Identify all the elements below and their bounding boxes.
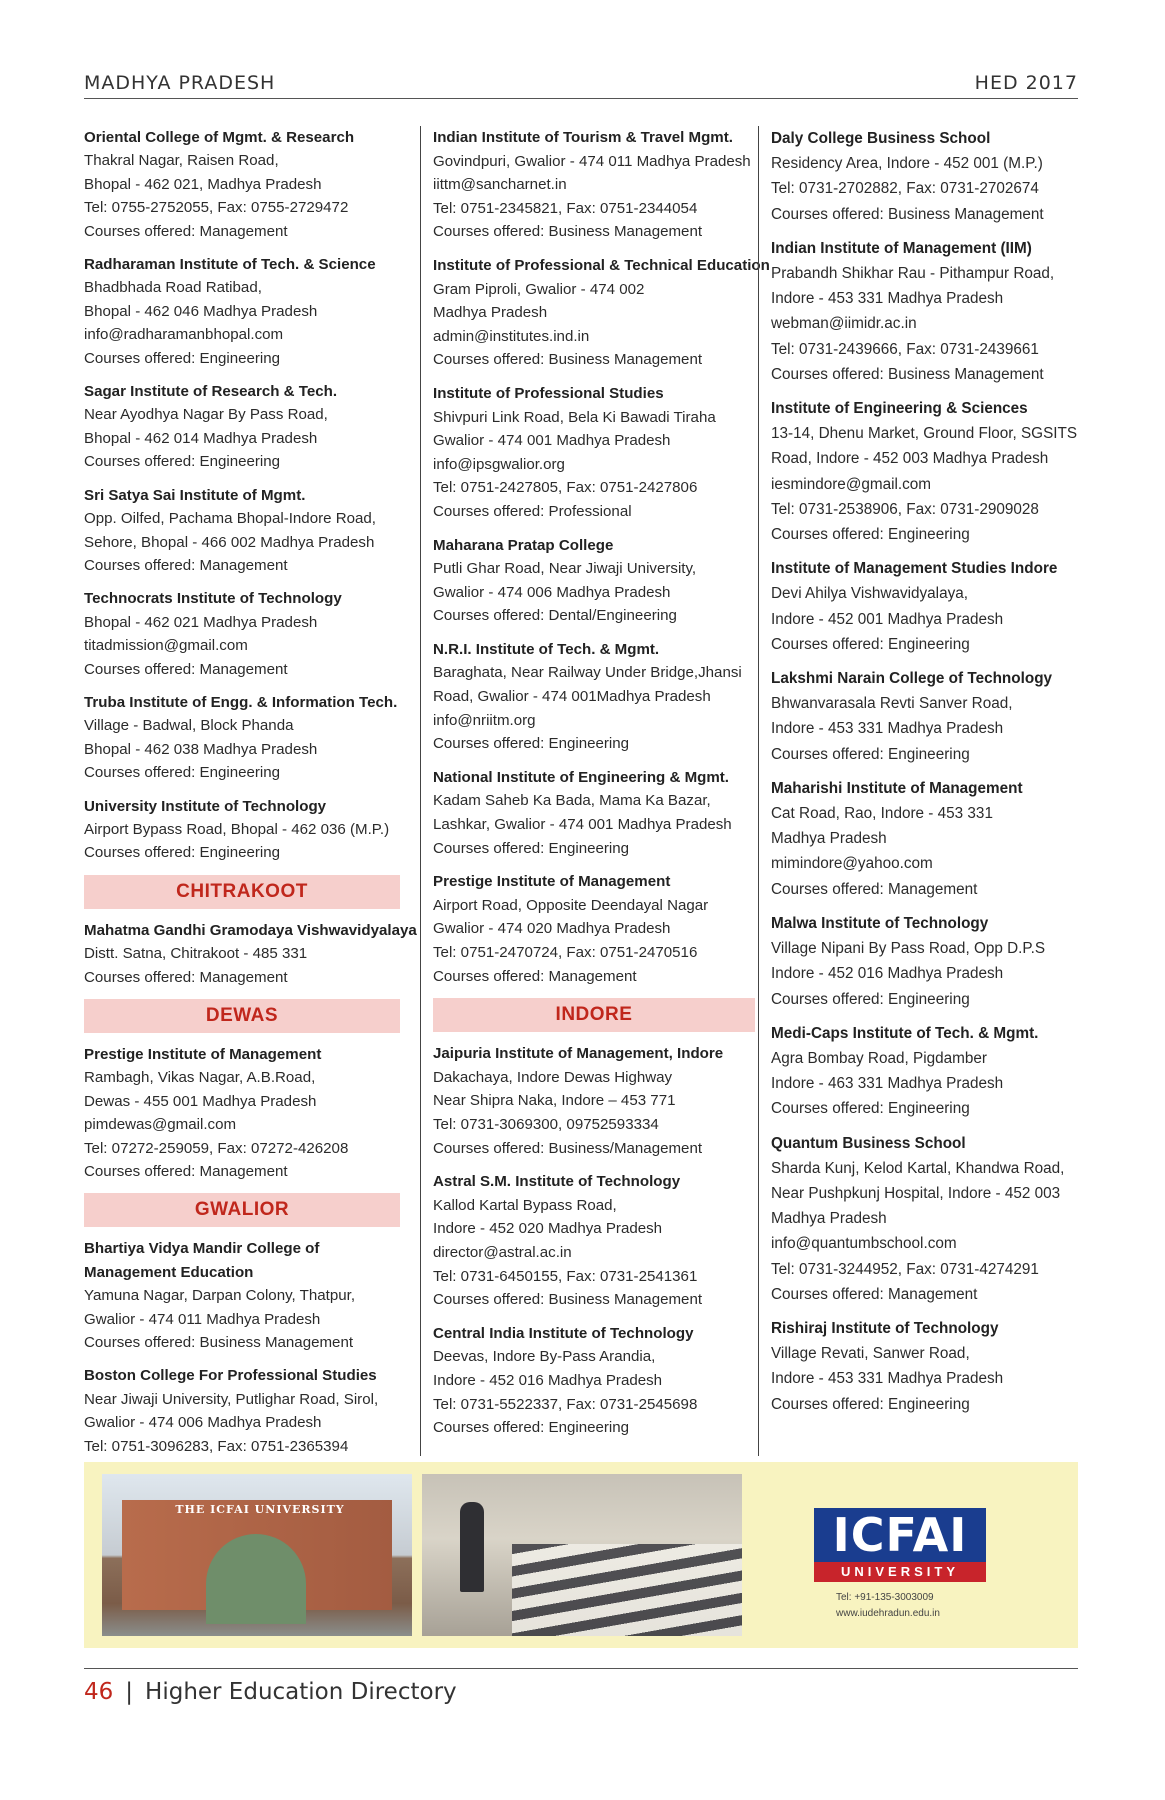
region-heading-indore: INDORE bbox=[433, 998, 755, 1032]
institution-entry bbox=[84, 919, 417, 989]
page-header bbox=[84, 72, 1078, 99]
institution-detail-line: Courses offered: Business/Management bbox=[433, 1139, 703, 1157]
ad-website: www.iudehradun.edu.in bbox=[836, 1608, 940, 1619]
institution-detail-line: webman@iimidr.ac.in bbox=[771, 315, 917, 333]
institution-name: National Institute of Engineering & Mgmt. bbox=[433, 768, 730, 786]
institution-detail-line: Agra Bombay Road, Pigdamber bbox=[771, 1049, 987, 1067]
bhopal-list bbox=[84, 126, 400, 865]
institution-detail-line: Courses offered: Engineering bbox=[433, 1419, 630, 1437]
institution-name: Daly College Business School bbox=[771, 130, 991, 147]
institution-detail-line: Courses offered: Business Management bbox=[771, 365, 1044, 383]
institution-entry bbox=[84, 126, 400, 243]
institution-detail-line: Near Ayodhya Nagar By Pass Road, bbox=[84, 406, 328, 424]
institution-detail-line: Courses offered: Engineering bbox=[84, 453, 281, 471]
institution-detail-line: Madhya Pradesh bbox=[433, 304, 548, 322]
institution-detail-line: Courses offered: Management bbox=[84, 660, 288, 678]
institution-detail-line: Tel: 07272-259059, Fax: 07272-426208 bbox=[84, 1139, 349, 1157]
institution-detail-line: Near Jiwaji University, Putlighar Road, Sirol, bbox=[84, 1390, 379, 1408]
institution-entry bbox=[771, 1316, 1091, 1417]
institution-entry bbox=[771, 1131, 1091, 1307]
institution-detail-line: Gwalior - 474 011 Madhya Pradesh bbox=[84, 1310, 321, 1328]
footer-line bbox=[84, 1679, 457, 1705]
institution-detail-line: Courses offered: Engineering bbox=[84, 764, 281, 782]
institution-detail-line: Tel: 0751-3096283, Fax: 0751-2365394 bbox=[84, 1437, 349, 1455]
institution-detail-line: pimdewas@gmail.com bbox=[84, 1116, 237, 1134]
institution-detail-line: Courses offered: Engineering bbox=[771, 745, 970, 763]
classroom-photo bbox=[422, 1474, 742, 1636]
institution-detail-line: Shivpuri Link Road, Bela Ki Bawadi Tiraha bbox=[433, 408, 716, 426]
institution-name: Malwa Institute of Technology bbox=[771, 914, 989, 932]
institution-detail-line: Sharda Kunj, Kelod Kartal, Khandwa Road, bbox=[771, 1159, 1065, 1177]
institution-detail-line: Dakachaya, Indore Dewas Highway bbox=[433, 1068, 673, 1086]
institution-name: Rishiraj Institute of Technology bbox=[771, 1319, 999, 1337]
institution-entry bbox=[433, 1042, 755, 1160]
institution-name: University Institute of Technology bbox=[84, 797, 327, 815]
institution-name: Institute of Engineering & Sciences bbox=[771, 400, 1028, 418]
institution-name: Management Education bbox=[84, 1263, 254, 1281]
institution-detail-line: Govindpuri, Gwalior - 474 011 Madhya Pradesh bbox=[433, 152, 751, 170]
institution-detail-line: Bhopal - 462 021 Madhya Pradesh bbox=[84, 613, 318, 631]
institution-detail-line: Bhopal - 462 038 Madhya Pradesh bbox=[84, 740, 318, 758]
institution-name: Technocrats Institute of Technology bbox=[84, 590, 342, 608]
institution-entry bbox=[84, 1237, 400, 1260]
institution-detail-line: Courses offered: Engineering bbox=[433, 839, 630, 857]
region-heading-chitrakoot: CHITRAKOOT bbox=[84, 875, 400, 909]
institution-detail-line: Bhopal - 462 021, Madhya Pradesh bbox=[84, 175, 322, 193]
region-heading-dewas: DEWAS bbox=[84, 999, 400, 1033]
institution-name: Mahatma Gandhi Gramodaya Vishwavidyalaya bbox=[84, 921, 417, 939]
institution-detail-line: Putli Ghar Road, Near Jiwaji University, bbox=[433, 560, 697, 578]
institution-name: Sagar Institute of Research & Tech. bbox=[84, 383, 338, 401]
institution-detail-line: Indore - 452 001 Madhya Pradesh bbox=[771, 610, 1004, 628]
institution-detail-line: Courses offered: Engineering bbox=[84, 844, 281, 862]
institution-detail-line: Courses offered: Management bbox=[771, 1285, 978, 1303]
institution-detail-line: Courses offered: Engineering bbox=[433, 735, 630, 753]
institution-detail-line: Near Shipra Naka, Indore – 453 771 bbox=[433, 1092, 676, 1110]
institution-detail-line: Sehore, Bhopal - 466 002 Madhya Pradesh bbox=[84, 533, 375, 551]
institution-detail-line: Courses offered: Business Management bbox=[84, 1334, 354, 1352]
institution-name: Boston College For Professional Studies bbox=[84, 1367, 377, 1385]
institution-detail-line: Madhya Pradesh bbox=[771, 830, 887, 848]
column-1 bbox=[84, 126, 417, 1492]
institution-name: Institute of Professional Studies bbox=[433, 384, 664, 402]
institution-detail-line: Courses offered: Management bbox=[84, 1163, 288, 1181]
institution-detail-line: Courses offered: Engineering bbox=[771, 990, 970, 1008]
institution-detail-line: Bhadbhada Road Ratibad, bbox=[84, 279, 262, 297]
page-number: 46 bbox=[84, 1679, 114, 1705]
institution-detail-line: iesmindore@gmail.com bbox=[771, 475, 932, 493]
institution-detail-line: 13-14, Dhenu Market, Ground Floor, SGSITS bbox=[771, 425, 1078, 443]
institution-detail-line: Courses offered: Engineering bbox=[771, 1100, 970, 1118]
institution-detail-line: Kadam Saheb Ka Bada, Mama Ka Bazar, bbox=[433, 792, 711, 810]
institution-detail-line: Residency Area, Indore - 452 001 (M.P.) bbox=[771, 155, 1043, 173]
institution-detail-line: Courses offered: Engineering bbox=[771, 1395, 970, 1413]
institution-name: Central India Institute of Technology bbox=[433, 1324, 694, 1342]
icfai-advertisement bbox=[84, 1462, 1078, 1648]
institution-entry bbox=[433, 126, 755, 244]
institution-entry bbox=[84, 380, 400, 474]
institution-detail-line: Cat Road, Rao, Indore - 453 331 bbox=[771, 805, 993, 823]
institution-detail-line: Kallod Kartal Bypass Road, bbox=[433, 1196, 617, 1214]
institution-detail-line: Courses offered: Engineering bbox=[84, 349, 281, 367]
institution-name: N.R.I. Institute of Tech. & Mgmt. bbox=[433, 640, 660, 658]
ad-phone: Tel: +91-135-3003009 bbox=[836, 1592, 934, 1603]
institution-detail-line: Courses offered: Business Management bbox=[433, 351, 703, 369]
institution-name: Truba Institute of Engg. & Information Tech. bbox=[84, 693, 398, 711]
institution-detail-line: Tel: 0731-3069300, 09752593334 bbox=[433, 1115, 659, 1133]
institution-detail-line: admin@institutes.ind.in bbox=[433, 327, 590, 345]
institution-detail-line: Village Revati, Sanwer Road, bbox=[771, 1345, 970, 1363]
institution-entry bbox=[433, 870, 755, 988]
institution-detail-line: Gwalior - 474 006 Madhya Pradesh bbox=[433, 583, 671, 601]
institution-name: Bhartiya Vidya Mandir College of bbox=[84, 1240, 320, 1258]
institution-detail-line: Tel: 0731-5522337, Fax: 0731-2545698 bbox=[433, 1395, 698, 1413]
institution-detail-line: Indore - 452 016 Madhya Pradesh bbox=[771, 965, 1004, 983]
dewas-list bbox=[84, 1043, 400, 1183]
header-edition: HED 2017 bbox=[974, 72, 1078, 94]
institution-entry bbox=[84, 1261, 400, 1355]
header-state: MADHYA PRADESH bbox=[84, 72, 276, 94]
institution-detail-line: Dewas - 455 001 Madhya Pradesh bbox=[84, 1092, 317, 1110]
institution-detail-line: Courses offered: Engineering bbox=[771, 526, 970, 544]
institution-entry bbox=[771, 556, 1091, 657]
institution-entry bbox=[84, 795, 400, 865]
institution-detail-line: Village Nipani By Pass Road, Opp D.P.S bbox=[771, 940, 1046, 958]
institution-detail-line: Tel: 0731-2538906, Fax: 0731-2909028 bbox=[771, 500, 1039, 518]
institution-detail-line: Distt. Satna, Chitrakoot - 485 331 bbox=[84, 945, 308, 963]
institution-detail-line: Tel: 0731-2439666, Fax: 0731-2439661 bbox=[771, 340, 1039, 358]
institution-detail-line: titadmission@gmail.com bbox=[84, 637, 248, 655]
institution-entry bbox=[84, 587, 400, 681]
institution-detail-line: Tel: 0755-2752055, Fax: 0755-2729472 bbox=[84, 199, 349, 217]
chitrakoot-list bbox=[84, 919, 417, 989]
institution-entry bbox=[433, 638, 755, 756]
institution-detail-line: Devi Ahilya Vishwavidyalaya, bbox=[771, 585, 968, 603]
institution-name: Institute of Professional & Technical Education bbox=[433, 256, 770, 274]
lecturer-figure bbox=[460, 1502, 484, 1592]
indore-list-cont bbox=[771, 126, 1091, 1417]
institution-name: Medi-Caps Institute of Tech. & Mgmt. bbox=[771, 1024, 1039, 1042]
institution-detail-line: Lashkar, Gwalior - 474 001 Madhya Pradesh bbox=[433, 816, 732, 834]
institution-detail-line: Madhya Pradesh bbox=[771, 1210, 887, 1228]
institution-detail-line: Indore - 452 016 Madhya Pradesh bbox=[433, 1371, 663, 1389]
institution-entry bbox=[84, 1043, 400, 1183]
institution-entry bbox=[433, 1322, 755, 1440]
institution-detail-line: Tel: 0751-2345821, Fax: 0751-2344054 bbox=[433, 199, 698, 217]
institution-detail-line: Road, Gwalior - 474 001Madhya Pradesh bbox=[433, 688, 711, 706]
institution-detail-line: Rambagh, Vikas Nagar, A.B.Road, bbox=[84, 1069, 316, 1087]
institution-name: Quantum Business School bbox=[771, 1134, 966, 1152]
campus-building-photo bbox=[102, 1474, 412, 1636]
region-heading-gwalior: GWALIOR bbox=[84, 1193, 400, 1227]
institution-entry bbox=[771, 666, 1091, 767]
indore-list bbox=[433, 1042, 755, 1440]
icfai-logo bbox=[814, 1508, 986, 1582]
institution-detail-line: Indore - 453 331 Madhya Pradesh bbox=[771, 720, 1004, 738]
institution-detail-line: Courses offered: Professional bbox=[433, 502, 632, 520]
institution-detail-line: Courses offered: Management bbox=[771, 880, 978, 898]
institution-detail-line: Bhopal - 462 046 Madhya Pradesh bbox=[84, 302, 318, 320]
institution-detail-line: Courses offered: Dental/Engineering bbox=[433, 607, 677, 625]
institution-detail-line: Tel: 0751-2470724, Fax: 0751-2470516 bbox=[433, 944, 698, 961]
institution-detail-line: Tel: 0731-2702882, Fax: 0731-2702674 bbox=[771, 180, 1039, 198]
institution-detail-line: Near Pushpkunj Hospital, Indore - 452 003 bbox=[771, 1184, 1061, 1202]
institution-name: Indian Institute of Tourism & Travel Mgmt. bbox=[433, 129, 733, 146]
institution-entry bbox=[433, 382, 755, 524]
institution-entry bbox=[771, 236, 1091, 387]
institution-detail-line: Tel: 0731-6450155, Fax: 0731-2541361 bbox=[433, 1267, 698, 1285]
institution-entry bbox=[771, 126, 1091, 227]
institution-detail-line: Courses offered: Business Management bbox=[771, 205, 1044, 223]
institution-detail-line: Gwalior - 474 020 Madhya Pradesh bbox=[433, 920, 671, 938]
institution-detail-line: Tel: 0731-3244952, Fax: 0731-4274291 bbox=[771, 1260, 1039, 1278]
institution-name: Maharishi Institute of Management bbox=[771, 779, 1023, 797]
institution-name: Astral S.M. Institute of Technology bbox=[433, 1173, 681, 1191]
gwalior-list bbox=[84, 1237, 400, 1481]
institution-detail-line: mimindore@yahoo.com bbox=[771, 855, 933, 873]
gwalior-list-cont bbox=[433, 126, 770, 988]
institution-detail-line: Indore - 463 331 Madhya Pradesh bbox=[771, 1075, 1004, 1093]
institution-name: Jaipuria Institute of Management, Indore bbox=[433, 1045, 724, 1063]
institution-detail-line: Courses offered: Management bbox=[433, 967, 637, 985]
directory-columns bbox=[84, 126, 1078, 1456]
institution-detail-line: Courses offered: Business Management bbox=[433, 223, 703, 241]
logo-sub-text: UNIVERSITY bbox=[814, 1562, 986, 1582]
institution-detail-line: Thakral Nagar, Raisen Road, bbox=[84, 152, 279, 170]
institution-entry bbox=[84, 484, 400, 578]
institution-detail-line: info@nriitm.org bbox=[433, 711, 536, 729]
institution-detail-line: Bhopal - 462 014 Madhya Pradesh bbox=[84, 429, 318, 447]
institution-detail-line: director@astral.ac.in bbox=[433, 1243, 572, 1261]
institution-entry bbox=[84, 253, 400, 370]
institution-detail-line: Indore - 453 331 Madhya Pradesh bbox=[771, 290, 1004, 308]
institution-name: Oriental College of Mgmt. & Research bbox=[84, 129, 355, 146]
footer-title: Higher Education Directory bbox=[145, 1679, 457, 1705]
column-3 bbox=[758, 126, 1091, 1456]
institution-detail-line: Road, Indore - 452 003 Madhya Pradesh bbox=[771, 450, 1049, 468]
student-rows bbox=[512, 1544, 742, 1636]
institution-entry bbox=[433, 534, 755, 628]
institution-detail-line: Courses offered: Business Management bbox=[433, 1291, 703, 1309]
institution-name: Radharaman Institute of Tech. & Science bbox=[84, 256, 376, 274]
building-arch bbox=[206, 1534, 306, 1624]
institution-detail-line: Prabandh Shikhar Rau - Pithampur Road, bbox=[771, 265, 1055, 283]
column-2 bbox=[420, 126, 770, 1456]
institution-detail-line: Opp. Oilfed, Pachama Bhopal-Indore Road, bbox=[84, 510, 376, 528]
institution-name: Indian Institute of Management (IIM) bbox=[771, 239, 1032, 257]
footer-separator: | bbox=[125, 1679, 134, 1705]
institution-detail-line: Airport Bypass Road, Bhopal - 462 036 (M.P.) bbox=[84, 820, 390, 838]
institution-detail-line: Courses offered: Management bbox=[84, 968, 288, 986]
institution-detail-line: Airport Road, Opposite Deendayal Nagar bbox=[433, 896, 709, 914]
institution-detail-line: info@quantumbschool.com bbox=[771, 1235, 957, 1253]
institution-detail-line: info@radharamanbhopal.com bbox=[84, 326, 284, 344]
institution-name: Sri Satya Sai Institute of Mgmt. bbox=[84, 486, 306, 504]
page-footer bbox=[84, 1668, 1078, 1709]
institution-entry bbox=[433, 766, 755, 860]
institution-name: Institute of Management Studies Indore bbox=[771, 560, 1058, 578]
institution-detail-line: Courses offered: Management bbox=[84, 556, 288, 574]
building-sign: THE ICFAI UNIVERSITY bbox=[175, 1503, 345, 1516]
institution-name: Prestige Institute of Management bbox=[433, 873, 671, 891]
institution-name: Prestige Institute of Management bbox=[84, 1046, 322, 1063]
institution-detail-line: Baraghata, Near Railway Under Bridge,Jhansi bbox=[433, 664, 742, 682]
institution-detail-line: Deevas, Indore By-Pass Arandia, bbox=[433, 1348, 656, 1366]
institution-detail-line: Gwalior - 474 001 Madhya Pradesh bbox=[433, 432, 671, 450]
institution-detail-line: Gwalior - 474 006 Madhya Pradesh bbox=[84, 1414, 322, 1432]
institution-detail-line: Gram Piproli, Gwalior - 474 002 bbox=[433, 280, 645, 298]
institution-name: Maharana Pratap College bbox=[433, 536, 614, 554]
institution-entry bbox=[771, 396, 1091, 547]
institution-detail-line: info@ipsgwalior.org bbox=[433, 455, 565, 473]
institution-entry bbox=[84, 691, 400, 785]
institution-entry bbox=[771, 1021, 1091, 1122]
institution-detail-line: Indore - 452 020 Madhya Pradesh bbox=[433, 1220, 663, 1238]
institution-entry bbox=[433, 254, 770, 372]
institution-detail-line: Courses offered: Management bbox=[84, 222, 288, 240]
logo-main-text: ICFAI bbox=[832, 1508, 968, 1562]
ad-contact bbox=[836, 1590, 996, 1622]
institution-entry bbox=[771, 911, 1091, 1012]
institution-entry bbox=[433, 1170, 755, 1312]
institution-detail-line: Indore - 453 331 Madhya Pradesh bbox=[771, 1370, 1004, 1388]
institution-detail-line: Bhwanvarasala Revti Sanver Road, bbox=[771, 695, 1013, 713]
institution-name: Lakshmi Narain College of Technology bbox=[771, 670, 1053, 688]
institution-detail-line: Tel: 0751-2427805, Fax: 0751-2427806 bbox=[433, 479, 698, 497]
institution-detail-line: Village - Badwal, Block Phanda bbox=[84, 717, 294, 735]
institution-detail-line: Courses offered: Engineering bbox=[771, 635, 970, 653]
institution-detail-line: Yamuna Nagar, Darpan Colony, Thatpur, bbox=[84, 1287, 356, 1305]
institution-entry bbox=[771, 776, 1091, 902]
institution-detail-line: iittm@sancharnet.in bbox=[433, 176, 567, 194]
